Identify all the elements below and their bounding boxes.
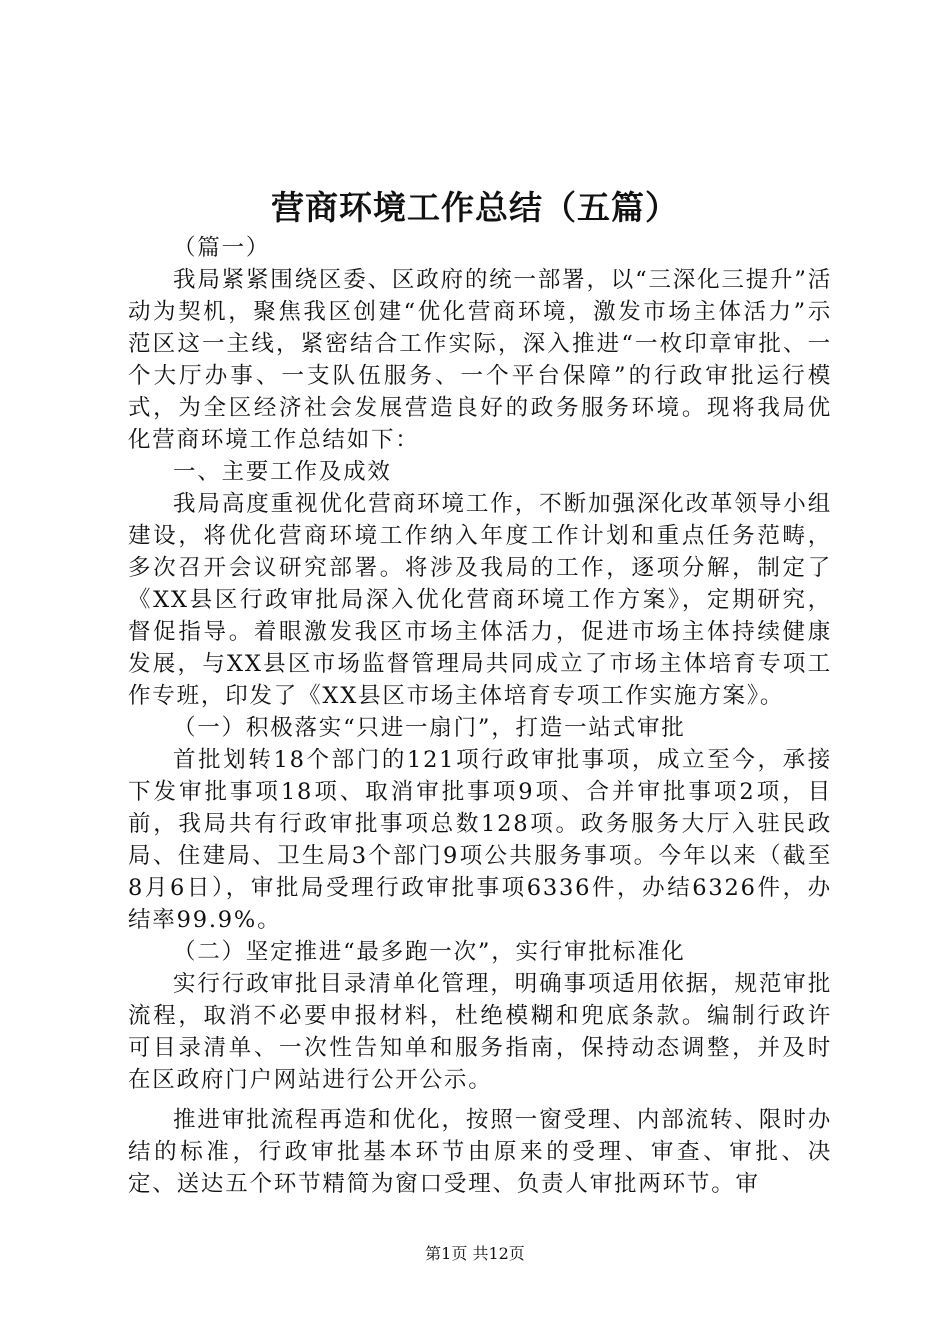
paragraph: 我局高度重视优化营商环境工作，不断加强深化改革领导小组建设，将优化营商环境工作纳入年度工作计划和重点任务范畴，多次召开会议研究部署。将涉及我局的工作，逐项分解，制定了《XX县区行政审批局深入优化营商环境工作方案》，定期研究，督促指导。着眼激发我区市场主体活力，促进市场主体持续健康发展，与XX县区市场监督管理局共同成立了市场主体培育专项工作专班，印发了《XX县区市场主体培育专项工作实施方案》。 <box>128 491 832 709</box>
paragraph: 首批划转18个部门的121项行政审批事项，成立至今，承接下发审批事项18项、取消审批事项9项、合并审批事项2项，目前，我局共有行政审批事项总数128项。政务服务大厅入驻民政局、住建局、卫生局3个部门9项公共服务事项。今年以来（截至8月6日），审批局受理行政审批事项6336件，办结6326件，办结率99.9%。 <box>128 747 832 933</box>
document-body <box>128 232 832 1200</box>
paragraph: 我局紧紧围绕区委、区政府的统一部署，以“三深化三提升”活动为契机，聚焦我区创建“优化营商环境，激发市场主体活力”示范区这一主线，紧密结合工作实际，深入推进“一枚印章审批、一个大厅办事、一支队伍服务、一个平台保障”的行政审批运行模式，为全区经济社会发展营造良好的政务服务环境。现将我局优化营商环境工作总结如下： <box>128 267 832 453</box>
section-label: （篇一） <box>173 235 271 261</box>
subsection-heading: （二）坚定推进“最多跑一次”，实行审批标准化 <box>173 939 686 965</box>
page-number: 第1页 共12页 <box>425 1244 525 1263</box>
document-title: 营商环境工作总结（五篇） <box>271 188 679 227</box>
subsection-heading: （一）积极落实“只进一扇门”，打造一站式审批 <box>173 715 686 741</box>
paragraph: 推进审批流程再造和优化，按照一窗受理、内部流转、限时办结的标准，行政审批基本环节由原来的受理、审查、审批、决定、送达五个环节精简为窗口受理、负责人审批两环节。审 <box>128 1107 832 1197</box>
section-heading: 一、主要工作及成效 <box>173 459 392 485</box>
paragraph: 实行行政审批目录清单化管理，明确事项适用依据，规范审批流程，取消不必要申报材料，杜绝模糊和兜底条款。编制行政许可目录清单、一次性告知单和服务指南，保持动态调整，并及时在区政府门户网站进行公开公示。 <box>128 971 832 1093</box>
